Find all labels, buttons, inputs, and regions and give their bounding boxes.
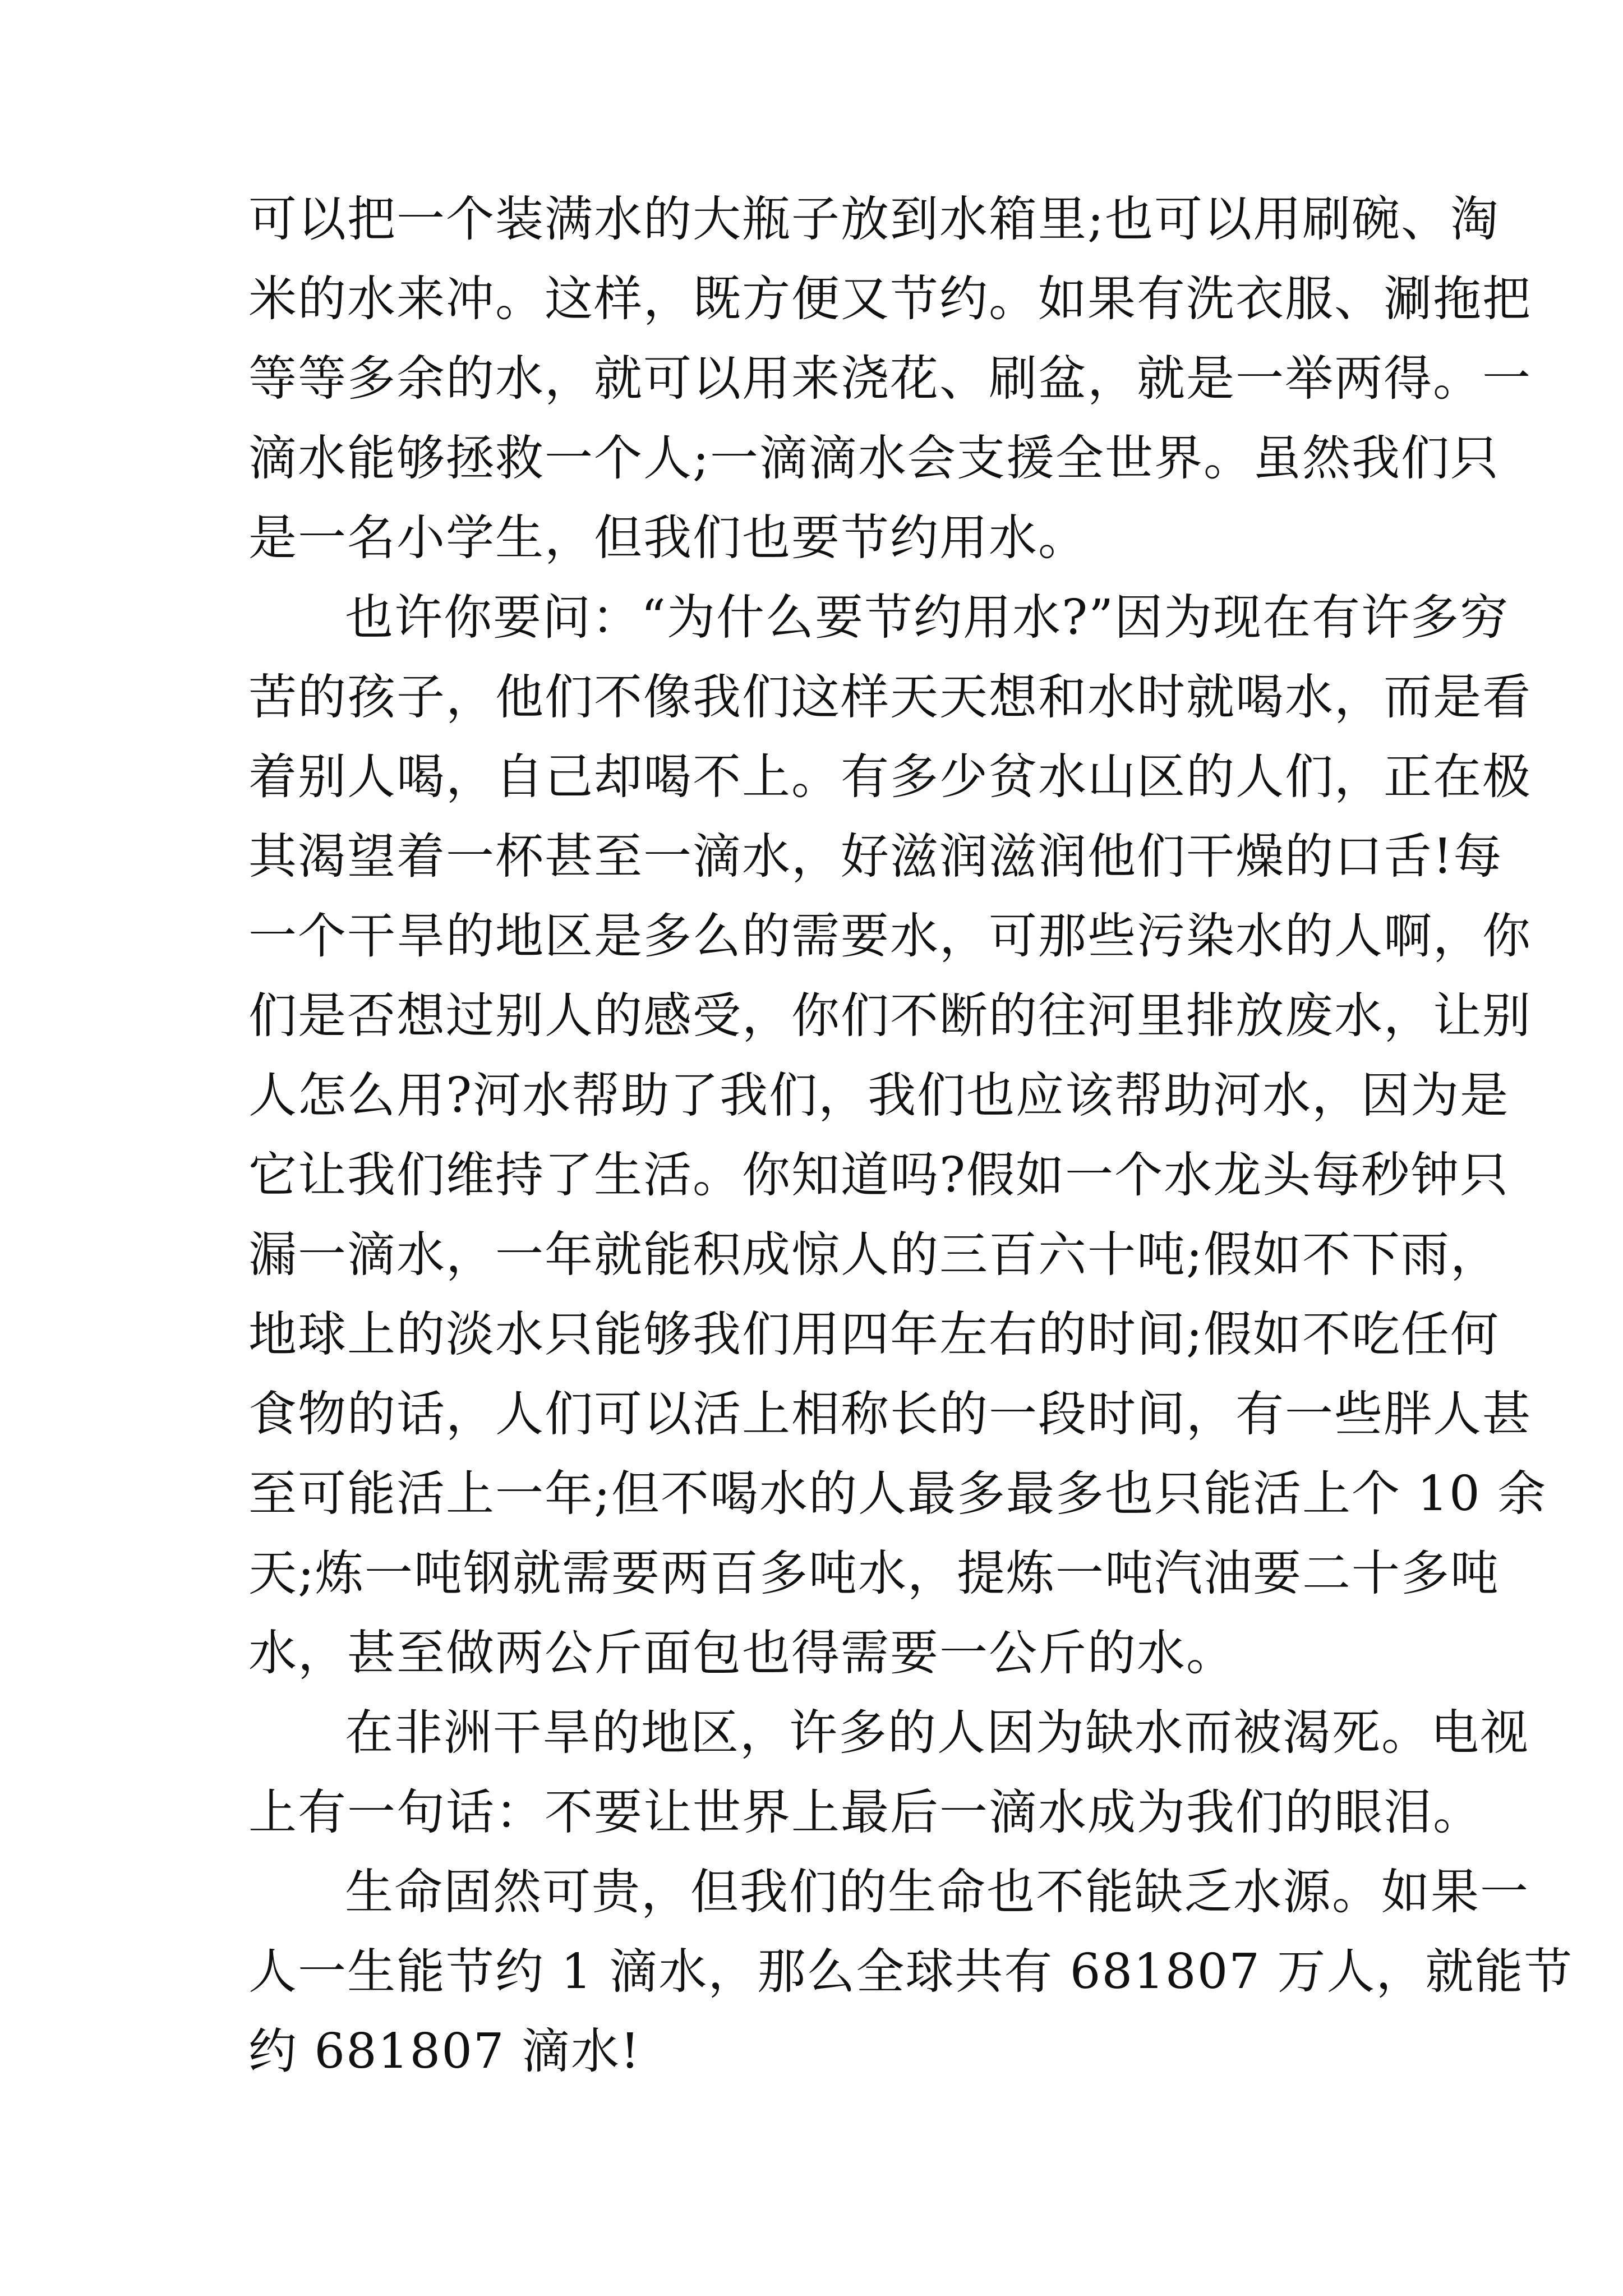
text-line: 米的水来冲。这样，既方便又节约。如果有洗衣服、涮拖把	[248, 271, 1532, 327]
document-body	[248, 180, 1574, 2091]
paragraph-1	[248, 180, 1532, 578]
text-line: 人怎么用?河水帮助了我们，我们也应该帮助河水，因为是	[248, 1068, 1510, 1124]
paragraph-4	[248, 1852, 1574, 2091]
text-line: 地球上的淡水只能够我们用四年左右的时间;假如不吃任何	[248, 1306, 1500, 1363]
text-line: 是一名小学生，但我们也要节约用水。	[248, 510, 1087, 566]
text-line: 一个干旱的地区是多么的需要水，可那些污染水的人啊，你	[248, 908, 1532, 964]
text-line: 苦的孩子，他们不像我们这样天天想和水时就喝水，而是看	[248, 669, 1532, 725]
text-line: 着别人喝，自己却喝不上。有多少贫水山区的人们，正在极	[248, 749, 1532, 805]
text-line: 食物的话，人们可以活上相称长的一段时间，有一些胖人甚	[248, 1386, 1532, 1442]
text-line: 可以把一个装满水的大瓶子放到水箱里;也可以用刷碗、淘	[248, 191, 1500, 247]
text-line: 滴水能够拯救一个人;一滴滴水会支援全世界。虽然我们只	[248, 430, 1500, 486]
text-line: 约 681807 滴水!	[248, 2023, 641, 2079]
text-line: 也许你要问：“为什么要节约用水?”因为现在有许多穷	[345, 590, 1510, 646]
text-line: 至可能活上一年;但不喝水的人最多最多也只能活上个 10 余	[248, 1466, 1547, 1522]
text-line: 上有一句话：不要让世界上最后一滴水成为我们的眼泪。	[248, 1784, 1482, 1841]
text-line: 等等多余的水，就可以用来浇花、刷盆，就是一举两得。一	[248, 351, 1532, 407]
text-line: 人一生能节约 1 滴水，那么全球共有 681807 万人，就能节	[248, 1944, 1574, 2000]
text-line: 在非洲干旱的地区，许多的人因为缺水而被渴死。电视	[345, 1705, 1529, 1761]
text-line: 它让我们维持了生活。你知道吗?假如一个水龙头每秒钟只	[248, 1147, 1510, 1203]
text-line: 其渴望着一杯甚至一滴水，好滋润滋润他们干燥的口舌!每	[248, 829, 1503, 885]
text-line: 天;炼一吨钢就需要两百多吨水，提炼一吨汽油要二十多吨	[248, 1545, 1500, 1602]
text-line: 漏一滴水，一年就能积成惊人的三百六十吨;假如不下雨，	[248, 1227, 1500, 1283]
text-line: 生命固然可贵，但我们的生命也不能缺乏水源。如果一	[345, 1864, 1529, 1920]
paragraph-2	[248, 578, 1547, 1693]
text-line: 们是否想过别人的感受，你们不断的往河里排放废水，让别	[248, 988, 1532, 1044]
text-line: 水，甚至做两公斤面包也得需要一公斤的水。	[248, 1625, 1235, 1681]
paragraph-3	[248, 1693, 1529, 1852]
